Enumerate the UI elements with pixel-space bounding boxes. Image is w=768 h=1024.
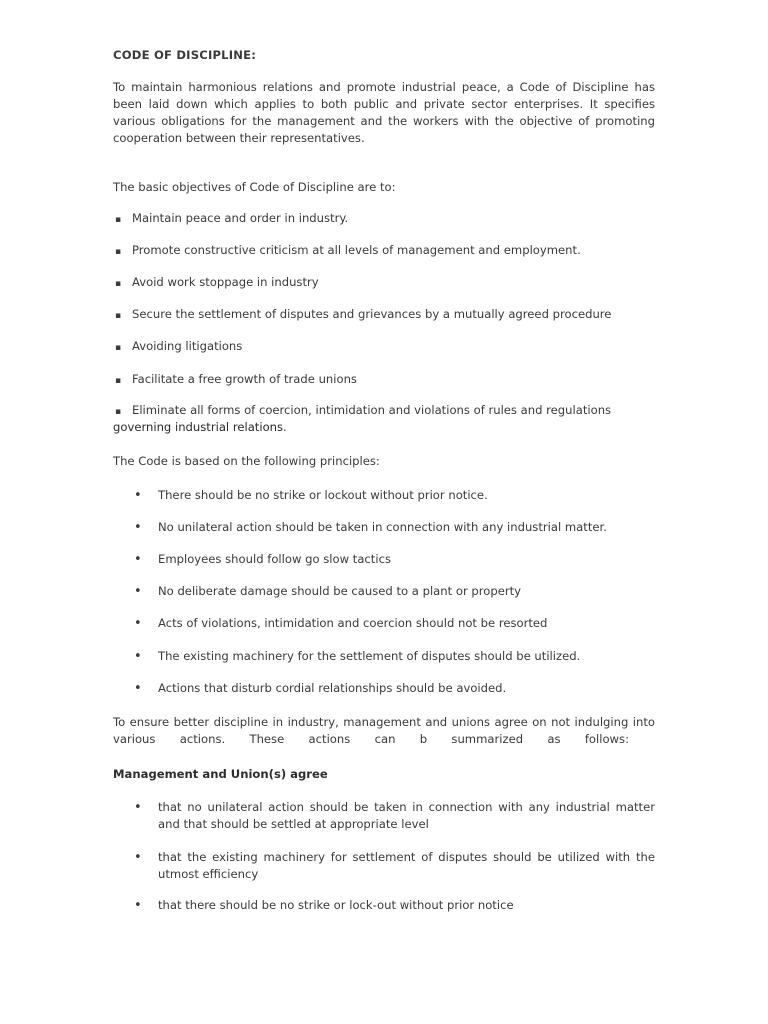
document-title: CODE OF DISCIPLINE:: [113, 48, 257, 62]
agreement-text: that no unilateral action should be taken in connection with any industrial matter and that should be settled at appropriate level: [158, 800, 655, 831]
objective-text: Avoiding litigations: [132, 339, 243, 353]
round-bullet: •: [134, 520, 142, 535]
round-bullet: •: [134, 616, 142, 631]
square-bullet: ▪: [115, 376, 122, 386]
objective-item: [113, 338, 655, 357]
principle-text: No unilateral action should be taken in connection with any industrial matter.: [158, 520, 607, 534]
objective-text: Secure the settlement of disputes and grievances by a mutually agreed procedure: [132, 307, 612, 321]
objective-text: Eliminate all forms of coercion, intimidation and violations of rules and regulations: [132, 403, 612, 417]
principle-text: Actions that disturb cordial relationships should be avoided.: [158, 681, 507, 695]
principle-item: [134, 680, 655, 697]
principle-item: [134, 551, 655, 568]
round-bullet: •: [134, 850, 142, 865]
discipline-line-1: To ensure better discipline in industry, management and unions agree on not indulging into: [113, 715, 655, 729]
objective-text: Maintain peace and order in industry.: [132, 211, 349, 225]
objective-item: [113, 210, 655, 229]
principle-text: Employees should follow go slow tactics: [158, 552, 391, 566]
principle-text: The existing machinery for the settlement of disputes should be utilized.: [158, 649, 581, 663]
discipline-line-2: various actions. These actions can b summarized as follows:: [113, 732, 629, 746]
intro-paragraph: To maintain harmonious relations and promote industrial peace, a Code of Discipline has been laid down which applies to both public and private sector enterprises. It specifies various obligations for the management and the workers with the objective of promoting cooperation between their representatives.: [113, 80, 655, 145]
square-bullet: ▪: [115, 311, 122, 321]
round-bullet: •: [134, 649, 142, 664]
round-bullet: •: [134, 488, 142, 503]
round-bullet: •: [134, 800, 142, 815]
square-bullet: ▪: [115, 247, 122, 257]
principle-text: No deliberate damage should be caused to a plant or property: [158, 584, 522, 598]
principle-text: There should be no strike or lockout without prior notice.: [158, 488, 488, 502]
principles-heading: The Code is based on the following principles:: [113, 454, 380, 468]
round-bullet: •: [134, 584, 142, 599]
agreement-item: [134, 849, 655, 883]
principle-item: [134, 583, 655, 600]
square-bullet: ▪: [115, 215, 122, 225]
square-bullet: ▪: [115, 407, 122, 417]
objective-item: [113, 371, 655, 390]
objective-item: [113, 242, 655, 261]
square-bullet: ▪: [115, 279, 122, 289]
principle-item: [134, 615, 655, 632]
agreement-item: [134, 897, 655, 914]
objective-text: Avoid work stoppage in industry: [132, 275, 319, 289]
objective-item: [113, 306, 655, 325]
round-bullet: •: [134, 552, 142, 567]
principle-item: [134, 648, 655, 665]
agreement-text: that there should be no strike or lock-out without prior notice: [158, 898, 514, 912]
round-bullet: •: [134, 681, 142, 696]
objective-item: [113, 274, 655, 293]
objective-continuation: governing industrial relations.: [113, 420, 287, 434]
objective-text: Promote constructive criticism at all levels of management and employment.: [132, 243, 581, 257]
principle-item: [134, 519, 655, 536]
principle-item: [134, 487, 655, 504]
square-bullet: ▪: [115, 343, 122, 353]
objectives-heading: The basic objectives of Code of Discipline are to:: [113, 180, 396, 194]
principle-text: Acts of violations, intimidation and coercion should not be resorted: [158, 616, 548, 630]
agreement-item: [134, 799, 655, 833]
objective-text: Facilitate a free growth of trade unions: [132, 372, 357, 386]
agree-heading: Management and Union(s) agree: [113, 767, 328, 781]
round-bullet: •: [134, 898, 142, 913]
agreement-text: that the existing machinery for settlement of disputes should be utilized with the utmost efficiency: [158, 850, 655, 881]
